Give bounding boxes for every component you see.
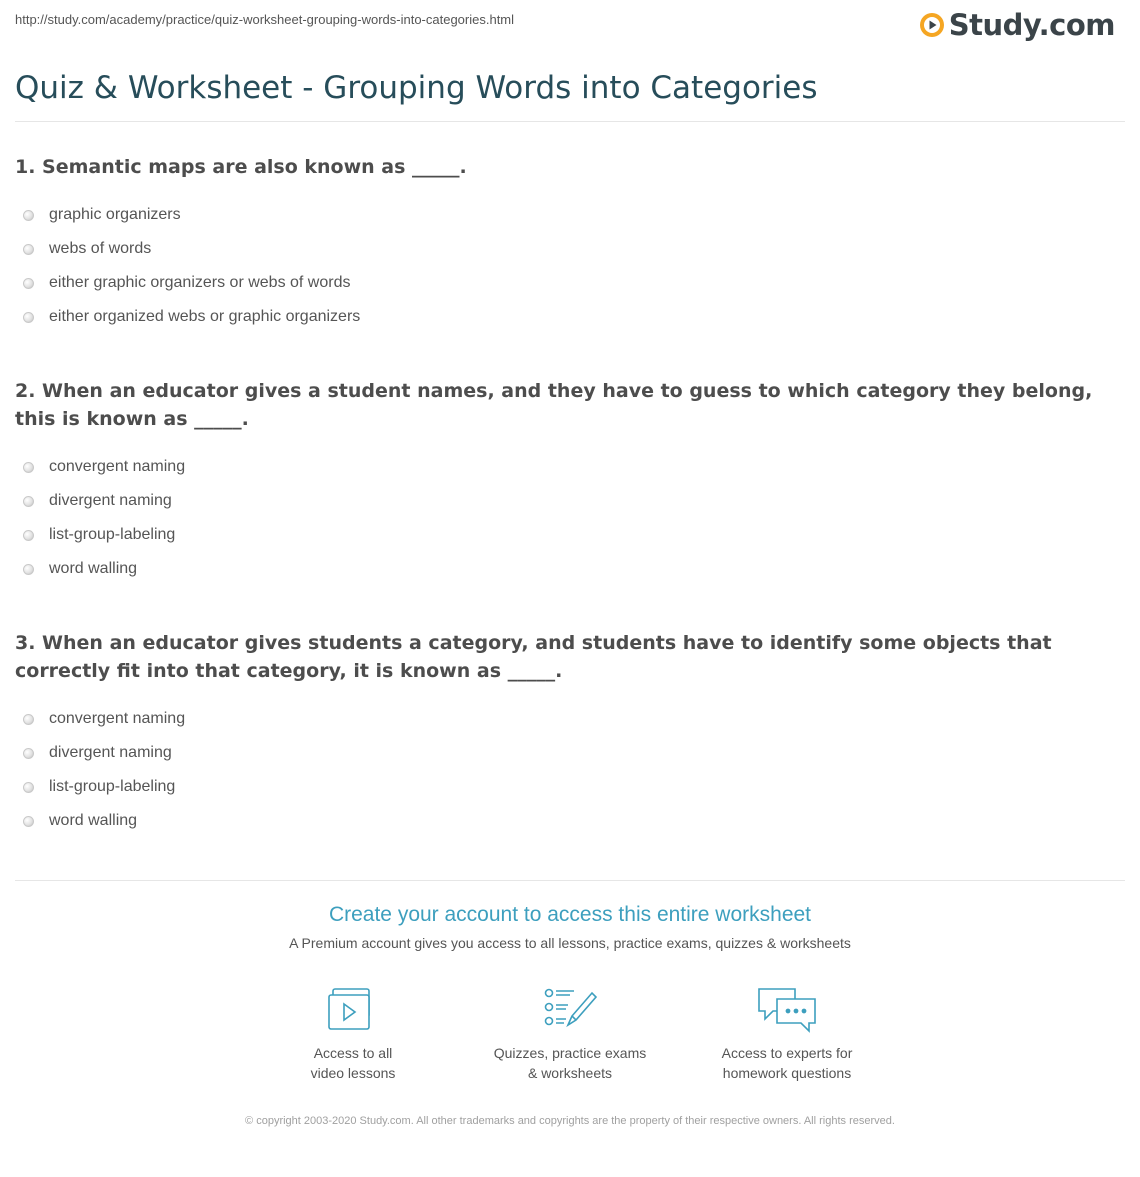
expert-chat-icon	[755, 985, 819, 1035]
answer-label: word walling	[49, 560, 138, 577]
question-3	[15, 629, 1125, 841]
radio-button[interactable]	[23, 496, 34, 507]
answer-label: either graphic organizers or webs of words	[49, 274, 351, 291]
answer-option[interactable]	[15, 801, 1125, 841]
radio-button[interactable]	[23, 748, 34, 759]
radio-button[interactable]	[23, 278, 34, 289]
radio-button[interactable]	[23, 210, 34, 221]
quiz-checklist-icon	[538, 985, 602, 1035]
answer-label: divergent naming	[49, 744, 172, 761]
answer-label: list-group-labeling	[49, 526, 176, 543]
copyright-footer: © copyright 2003-2020 Study.com. All other trademarks and copyrights are the property of their respective owners. All rights reserved.	[245, 1115, 895, 1127]
answer-options	[15, 699, 1125, 841]
answer-label: convergent naming	[49, 710, 186, 727]
cta-subtitle: A Premium account gives you access to all lessons, practice exams, quizzes & worksheets	[289, 935, 851, 951]
answer-label: webs of words	[49, 240, 152, 257]
answer-options	[15, 447, 1125, 589]
premium-features	[0, 985, 1140, 1083]
radio-button[interactable]	[23, 312, 34, 323]
answer-label: divergent naming	[49, 492, 172, 509]
radio-button[interactable]	[23, 714, 34, 725]
question-text: 3. When an educator gives students a category, and students have to identify some objects that correctly fit into that category, it is known as _____.	[15, 632, 1052, 682]
feature-label: Access to experts for homework questions	[721, 1045, 853, 1081]
answer-label: either organized webs or graphic organizers	[49, 308, 361, 325]
feature-label: Access to all video lessons	[310, 1045, 396, 1081]
question-1	[15, 153, 1125, 337]
signup-cta	[0, 903, 1140, 951]
answer-option[interactable]	[15, 297, 1125, 337]
title-divider	[15, 121, 1125, 122]
answer-label: list-group-labeling	[49, 778, 176, 795]
feature-label: Quizzes, practice exams & worksheets	[493, 1045, 647, 1081]
cta-title-link[interactable]: Create your account to access this entire worksheet	[328, 903, 812, 926]
question-text: 1. Semantic maps are also known as _____.	[15, 156, 467, 178]
logo-text: Study.com	[948, 8, 1115, 42]
study-logo[interactable]	[919, 8, 1115, 42]
radio-button[interactable]	[23, 816, 34, 827]
answer-label: word walling	[49, 812, 138, 829]
answer-option[interactable]	[15, 549, 1125, 589]
radio-button[interactable]	[23, 244, 34, 255]
play-logo-icon	[919, 12, 945, 38]
question-text: 2. When an educator gives a student names, and they have to guess to which category they belong, this is known as _____.	[15, 380, 1093, 430]
page-title: Quiz & Worksheet - Grouping Words into Categories	[15, 70, 818, 106]
page-url: http://study.com/academy/practice/quiz-worksheet-grouping-words-into-categories.html	[15, 12, 515, 27]
radio-button[interactable]	[23, 782, 34, 793]
answer-options	[15, 195, 1125, 337]
feature-quizzes	[462, 985, 679, 1083]
answer-label: graphic organizers	[49, 206, 181, 223]
answer-label: convergent naming	[49, 458, 186, 475]
video-lesson-icon	[321, 985, 385, 1035]
section-divider	[15, 880, 1125, 881]
question-2	[15, 377, 1125, 589]
radio-button[interactable]	[23, 530, 34, 541]
feature-experts	[679, 985, 896, 1083]
feature-video-lessons	[245, 985, 462, 1083]
radio-button[interactable]	[23, 564, 34, 575]
radio-button[interactable]	[23, 462, 34, 473]
